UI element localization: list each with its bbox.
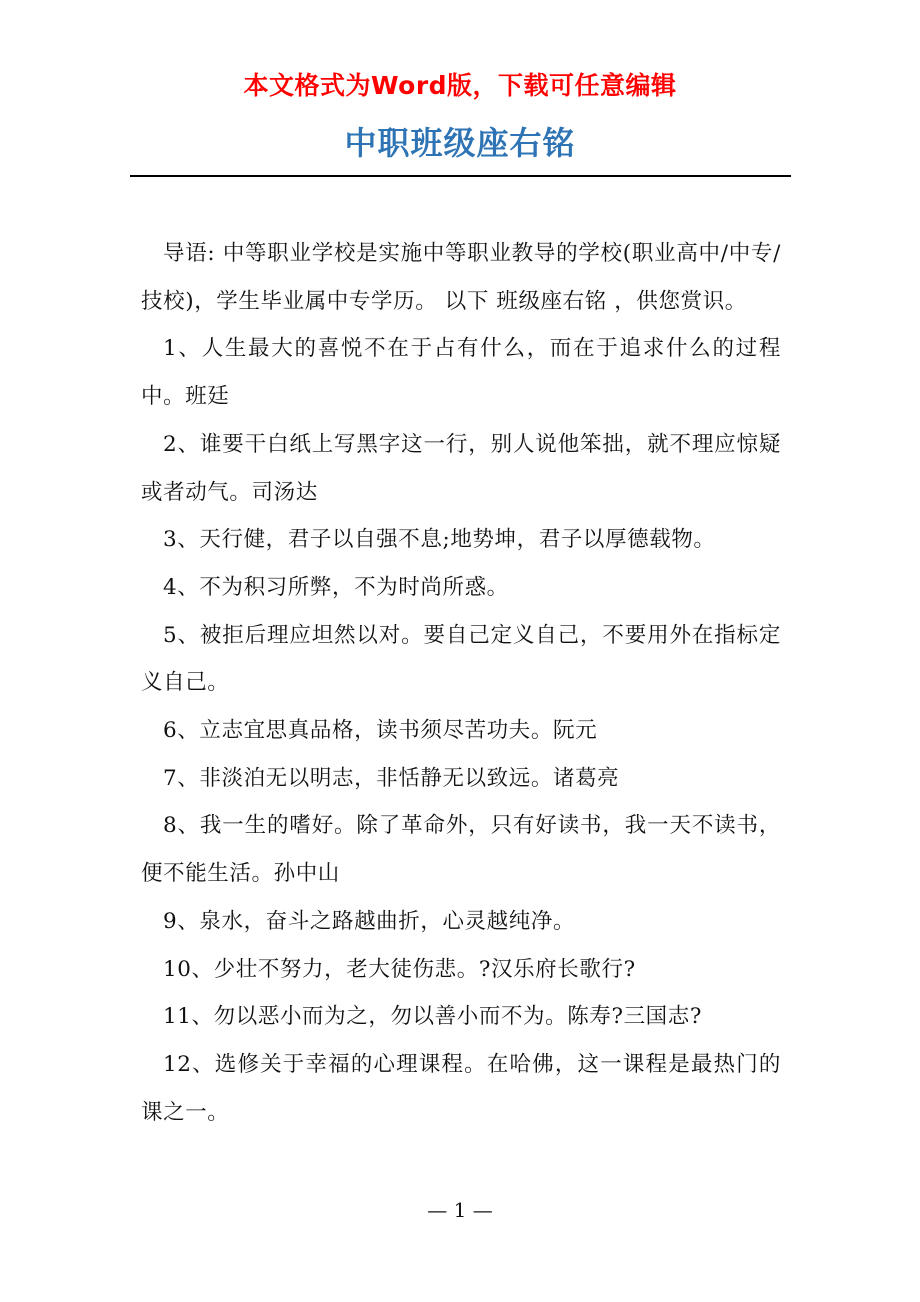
title-divider	[130, 175, 791, 177]
document-title: 中职班级座右铭	[344, 124, 576, 162]
document-body	[141, 230, 781, 1136]
motto-item-5: 5、被拒后理应坦然以对。要自己定义自己，不要用外在指标定义自己。	[141, 622, 781, 696]
page-number: — 1 —	[427, 1198, 493, 1222]
motto-item-8: 8、我一生的嗜好。除了革命外，只有好读书，我一天不读书，便不能生活。孙中山	[141, 813, 781, 887]
intro-paragraph: 导语: 中等职业学校是实施中等职业教导的学校(职业高中/中专/技校)，学生毕业属中专学历。 以下 班级座右铭 ，供您赏识。	[141, 241, 781, 314]
motto-item-1: 1、人生最大的喜悦不在于占有什么，而在于追求什么的过程中。班廷	[141, 336, 781, 410]
motto-item-3: 3、天行健，君子以自强不息;地势坤，君子以厚德载物。	[163, 527, 716, 553]
motto-item-9: 9、泉水，奋斗之路越曲折，心灵越纯净。	[163, 908, 576, 934]
motto-item-4: 4、不为积习所弊，不为时尚所惑。	[163, 574, 509, 600]
download-notice: 本文格式为Word版，下载可任意编辑	[243, 71, 677, 100]
motto-item-6: 6、立志宜思真品格，读书须尽苦功夫。阮元	[163, 718, 598, 744]
motto-item-7: 7、非淡泊无以明志，非恬静无以致远。诸葛亮	[163, 765, 620, 791]
motto-item-11: 11、勿以恶小而为之，勿以善小而不为。陈寿?三国志?	[163, 1004, 703, 1030]
motto-item-2: 2、谁要干白纸上写黑字这一行，别人说他笨拙，就不理应惊疑或者动气。司汤达	[141, 431, 781, 505]
motto-item-10: 10、少壮不努力，老大徒伤悲。?汉乐府长歌行?	[163, 956, 636, 982]
motto-item-12: 12、选修关于幸福的心理课程。在哈佛，这一课程是最热门的课之一。	[141, 1051, 781, 1125]
